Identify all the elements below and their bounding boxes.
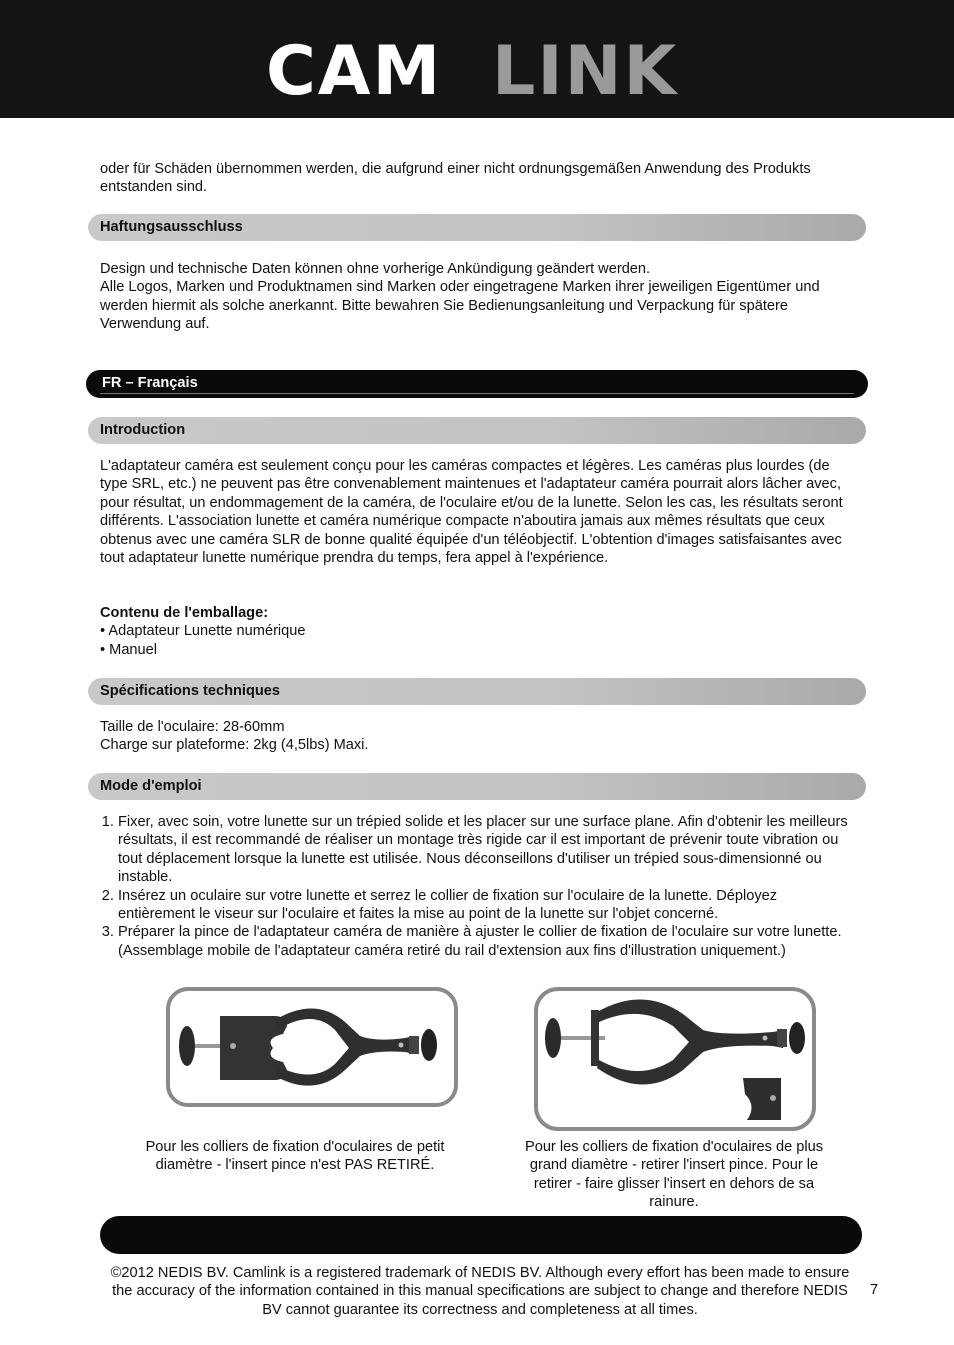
section-title-specs: Spécifications techniques (100, 683, 281, 699)
adapter-figure-small (165, 986, 459, 1108)
specs-text (100, 718, 860, 755)
haftung-line: Design und technische Daten können ohne vorherige Ankündigung geändert werden. (100, 261, 651, 277)
camlink-logo (266, 36, 726, 100)
haftung-text (100, 260, 860, 334)
logo-link-text: LINK (492, 36, 679, 100)
section-bar-specs (88, 678, 866, 705)
language-title: FR – Français (102, 375, 198, 391)
language-bar (86, 370, 868, 398)
usage-step: 3. Préparer la pince de l'adaptateur caméra de manière à ajuster le collier de fixation de l'oculaire sur votre lunette. (Assemblage mobile de l'adaptateur caméra retiré du rail d'extension aux fins d'illustration uniquement.) (118, 923, 856, 960)
figure-caption-right: Pour les colliers de fixation d'oculaires de plus grand diamètre - retirer l'insert pince. Pour le retirer - faire glisser l'insert en dehors de sa rainure. (524, 1139, 824, 1211)
page-number: 7 (870, 1282, 879, 1298)
section-title-introduction: Introduction (100, 422, 186, 438)
language-bar-divider (100, 393, 854, 394)
section-bar-introduction (88, 417, 866, 444)
page-header (0, 0, 954, 118)
haftung-line: Alle Logos, Marken und Produktnamen sind Marken oder eingetragene Marken ihrer jeweiligen Eigentümer und werden hiermit als solche anerkannt. Bitte bewahren Sie Bedienungsanleitung und Verpackung für spätere Verwendung auf. (100, 279, 820, 333)
spec-line: Taille de l'oculaire: 28-60mm (100, 719, 285, 735)
spec-line: Charge sur plateforme: 2kg (4,5lbs) Maxi. (100, 737, 369, 754)
usage-steps (100, 813, 856, 960)
usage-step: 1. Fixer, avec soin, votre lunette sur un trépied solide et les placer sur une surface plane. Afin d'obtenir les meilleurs résultats, il est recommandé de réaliser un montage très rigide car il est important de prévenir toute vibration ou tout déplacement lorsque la lunette est utilisée. Nous déconseillons d'utiliser un trépied sous-dimensionné ou instable. (118, 813, 856, 887)
package-contents (100, 604, 860, 659)
usage-step: 2. Insérez un oculaire sur votre lunette et serrez le collier de fixation sur l'oculaire de la lunette. Déployez entièrement le viseur sur l'oculaire et faites la mise au point de la lunette sur l'objet concerné. (118, 887, 856, 924)
intro-continuation: oder für Schäden übernommen werden, die aufgrund einer nicht ordnungsgemäßen Anwendung des Produkts entstanden sind. (100, 161, 811, 196)
section-title-usage: Mode d'emploi (100, 778, 202, 794)
footer-copyright: ©2012 NEDIS BV. Camlink is a registered trademark of NEDIS BV. Although every effort has been made to ensure the accuracy of the information contained in this manual specifications are subject to change and therefore NEDIS BV cannot guarantee its correctness and completeness at all times. (110, 1265, 850, 1318)
package-item: • Adaptateur Lunette numérique (100, 623, 306, 640)
introduction-body: L'adaptateur caméra est seulement conçu pour les caméras compactes et légères. Les caméras plus lourdes (de type SRL, etc.) ne peuvent pas être convenablement maintenues et l'adaptateur caméra pourrait alors lâcher avec, pour résultat, un endommagement de la caméra, de l'oculaire et/ou de la lunette. Selon les cas, les résultats seront différents. L'association lunette et caméra numérique compacte n'aboutira jamais aux mêmes résultats que ceux obtenus avec une caméra SLR de bonne qualité équipée d'un téléobjectif. L'obtention d'images satisfaisantes avec tout adaptateur lunette numérique prendra du temps, fera appel à l'expérience. (100, 458, 843, 567)
footer-bar (100, 1216, 862, 1254)
package-item: • Manuel (100, 641, 158, 658)
section-title-haftung: Haftungsausschluss (100, 219, 243, 235)
adapter-figure-large (533, 986, 817, 1132)
section-bar-haftung (88, 214, 866, 241)
logo-cam-text: CAM (266, 36, 443, 100)
section-bar-usage (88, 773, 866, 800)
figure-caption-left: Pour les colliers de fixation d'oculaires de petit diamètre - l'insert pince n'est PAS RETIRÉ. (145, 1139, 445, 1174)
package-contents-title: Contenu de l'emballage: (100, 605, 269, 621)
